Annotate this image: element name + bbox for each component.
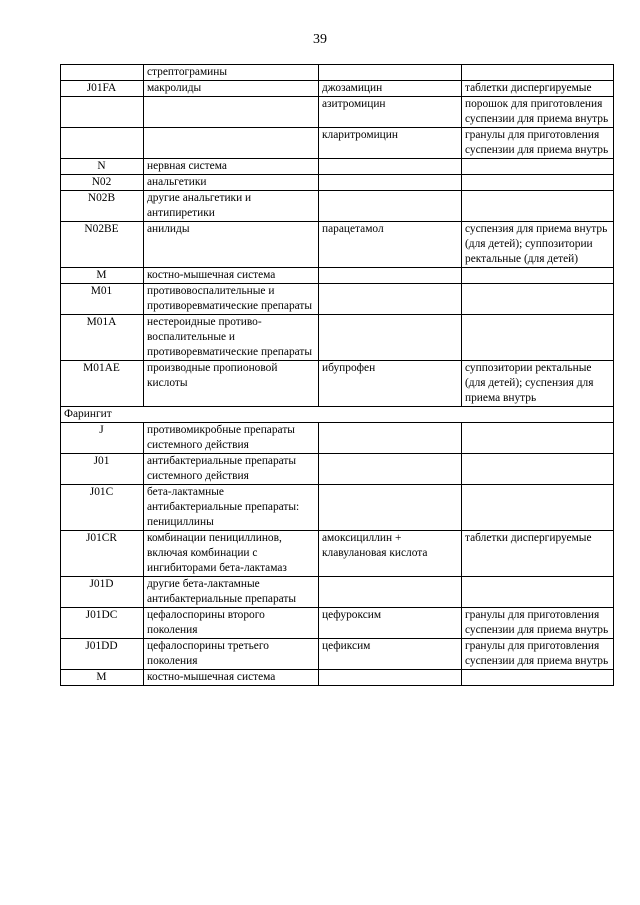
dosage-form-cell: порошок для приготовления суспензии для приема внутрь — [462, 97, 614, 128]
atc-code-cell: J01FA — [61, 81, 144, 97]
group-cell: производные пропионовой кислоты — [144, 361, 319, 407]
table-row — [61, 175, 614, 191]
atc-code-cell: N02BE — [61, 222, 144, 268]
table-row — [61, 128, 614, 159]
table-row — [61, 315, 614, 361]
page-number: 39 — [313, 32, 327, 47]
drug-cell: амоксициллин + клавулановая кислота — [319, 531, 462, 577]
drug-cell — [319, 423, 462, 454]
atc-code-cell: M01 — [61, 284, 144, 315]
dosage-form-cell — [462, 423, 614, 454]
drug-cell: парацетамол — [319, 222, 462, 268]
table-row — [61, 608, 614, 639]
atc-code-cell: J — [61, 423, 144, 454]
table-row — [61, 577, 614, 608]
dosage-form-cell: таблетки диспергируемые — [462, 81, 614, 97]
group-cell — [144, 97, 319, 128]
group-cell: костно-мышечная система — [144, 268, 319, 284]
dosage-form-cell — [462, 454, 614, 485]
dosage-form-cell: суппозитории ректальные (для детей); суспензия для приема внутрь — [462, 361, 614, 407]
drug-cell — [319, 268, 462, 284]
table-row — [61, 454, 614, 485]
dosage-form-cell — [462, 284, 614, 315]
dosage-form-cell — [462, 315, 614, 361]
drug-cell: азитромицин — [319, 97, 462, 128]
dosage-form-cell — [462, 670, 614, 686]
group-cell: бета-лактамные антибактериальные препараты: пенициллины — [144, 485, 319, 531]
group-cell: противомикробные препараты системного действия — [144, 423, 319, 454]
drug-cell — [319, 159, 462, 175]
drug-cell — [319, 485, 462, 531]
section-title: Фарингит — [61, 407, 614, 423]
drug-cell — [319, 175, 462, 191]
dosage-form-cell — [462, 485, 614, 531]
dosage-form-cell: суспензия для приема внутрь (для детей); суппозитории ректальные (для детей) — [462, 222, 614, 268]
drug-table — [60, 64, 614, 686]
group-cell: антибактериальные препараты системного действия — [144, 454, 319, 485]
atc-code-cell: J01D — [61, 577, 144, 608]
dosage-form-cell — [462, 159, 614, 175]
dosage-form-cell: гранулы для приготовления суспензии для приема внутрь — [462, 639, 614, 670]
drug-cell — [319, 670, 462, 686]
table-row — [61, 159, 614, 175]
group-cell: другие бета-лактамные антибактериальные препараты — [144, 577, 319, 608]
atc-code-cell — [61, 128, 144, 159]
atc-code-cell: M — [61, 268, 144, 284]
drug-cell: цефиксим — [319, 639, 462, 670]
group-cell: другие анальгетики и антипиретики — [144, 191, 319, 222]
table-row — [61, 97, 614, 128]
drug-cell — [319, 315, 462, 361]
dosage-form-cell — [462, 175, 614, 191]
group-cell: костно-мышечная система — [144, 670, 319, 686]
table-row — [61, 81, 614, 97]
group-cell: цефалоспорины второго поколения — [144, 608, 319, 639]
dosage-form-cell — [462, 65, 614, 81]
table-row — [61, 191, 614, 222]
atc-code-cell: M01A — [61, 315, 144, 361]
atc-code-cell: J01 — [61, 454, 144, 485]
atc-code-cell: N02B — [61, 191, 144, 222]
table-row — [61, 361, 614, 407]
group-cell: противовоспалительные и противоревматические препараты — [144, 284, 319, 315]
dosage-form-cell — [462, 191, 614, 222]
atc-code-cell: N02 — [61, 175, 144, 191]
group-cell: анальгетики — [144, 175, 319, 191]
table-row — [61, 670, 614, 686]
drug-cell: джозамицин — [319, 81, 462, 97]
atc-code-cell — [61, 65, 144, 81]
table-row — [61, 639, 614, 670]
group-cell: цефалоспорины третьего поколения — [144, 639, 319, 670]
table-row — [61, 531, 614, 577]
drug-cell — [319, 191, 462, 222]
group-cell — [144, 128, 319, 159]
table-row — [61, 284, 614, 315]
group-cell: стрептограмины — [144, 65, 319, 81]
atc-code-cell: M — [61, 670, 144, 686]
section-row — [61, 407, 614, 423]
atc-code-cell: J01CR — [61, 531, 144, 577]
atc-code-cell: J01DC — [61, 608, 144, 639]
table-row — [61, 268, 614, 284]
group-cell: нервная система — [144, 159, 319, 175]
dosage-form-cell: таблетки диспергируемые — [462, 531, 614, 577]
drug-cell: цефуроксим — [319, 608, 462, 639]
group-cell: макролиды — [144, 81, 319, 97]
atc-code-cell — [61, 97, 144, 128]
dosage-form-cell — [462, 577, 614, 608]
drug-cell — [319, 577, 462, 608]
drug-cell — [319, 454, 462, 485]
atc-code-cell: N — [61, 159, 144, 175]
table-row — [61, 222, 614, 268]
group-cell: комбинации пенициллинов, включая комбинации с ингибиторами бета-лактамаз — [144, 531, 319, 577]
drug-cell — [319, 284, 462, 315]
dosage-form-cell — [462, 268, 614, 284]
dosage-form-cell: гранулы для приготовления суспензии для приема внутрь — [462, 128, 614, 159]
group-cell: нестероидные противо- воспалительные и противоревматические препараты — [144, 315, 319, 361]
atc-code-cell: J01DD — [61, 639, 144, 670]
table-row — [61, 423, 614, 454]
atc-code-cell: M01AE — [61, 361, 144, 407]
table-row — [61, 65, 614, 81]
drug-cell: ибупрофен — [319, 361, 462, 407]
dosage-form-cell: гранулы для приготовления суспензии для приема внутрь — [462, 608, 614, 639]
atc-code-cell: J01C — [61, 485, 144, 531]
drug-cell: кларитромицин — [319, 128, 462, 159]
drug-cell — [319, 65, 462, 81]
table-row — [61, 485, 614, 531]
group-cell: анилиды — [144, 222, 319, 268]
